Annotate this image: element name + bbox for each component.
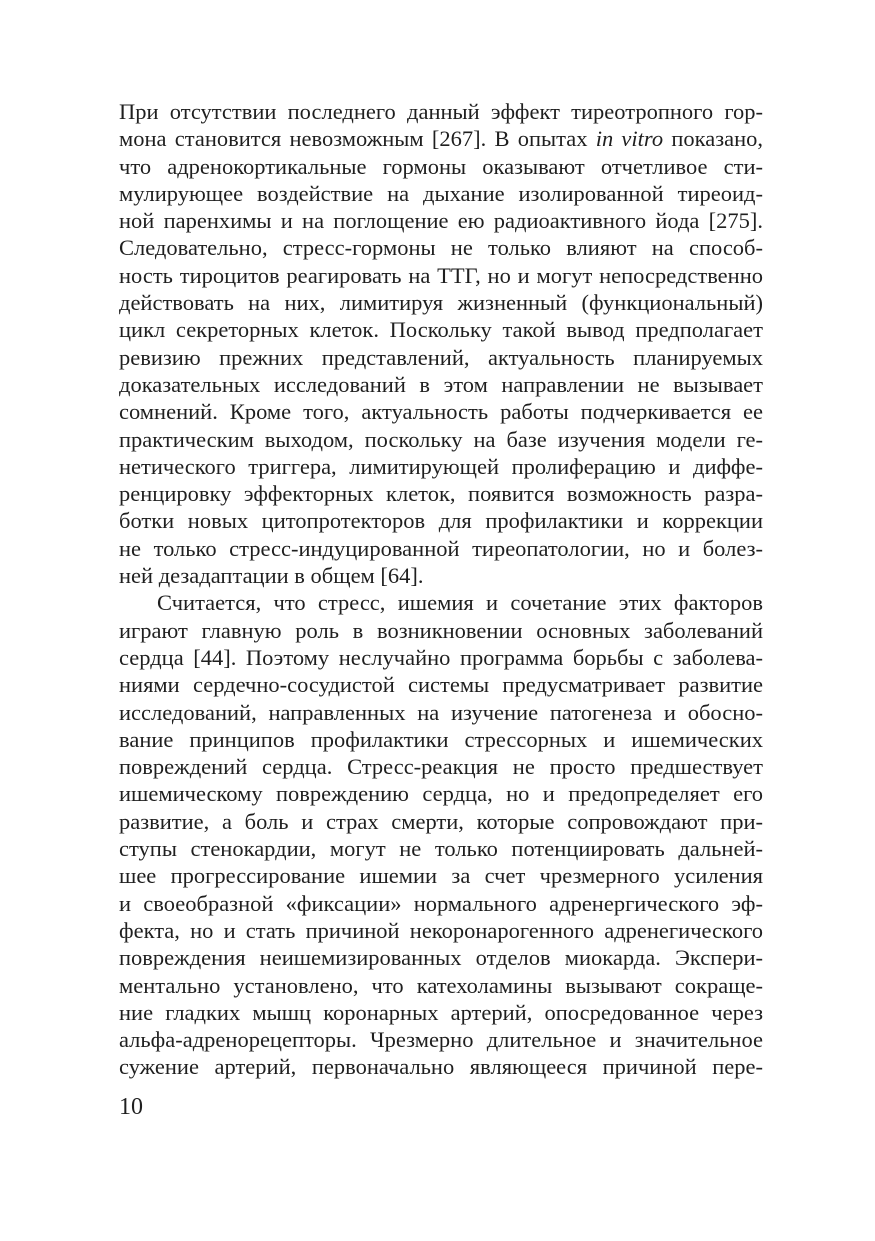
text-line: мулирующее воздействие на дыхание изолированной тиреоид- [119,180,763,206]
text-line: ние гладких мышц коронарных артерий, опосредованное через [119,999,763,1025]
text-line: повреждений сердца. Стресс-реакция не просто предшествует [119,754,763,780]
text-line: ной паренхимы и на поглощение ею радиоактивного йода [275]. [119,208,763,234]
text-line: сомнений. Кроме того, актуальность работы подчеркивается ее [119,399,763,425]
text-line: и своеобразной «фиксации» нормального адренергического эф- [119,890,763,916]
text-line: ней дезадаптации в общем [64]. [119,563,424,589]
text-line: что адренокортикальные гормоны оказывают отчетливое сти- [119,153,763,179]
text-line: повреждения неишемизированных отделов миокарда. Экспери- [119,945,763,971]
text-line: мона становится невозможным [267]. В опытах in vitro показано, [119,126,763,152]
text-line: ность тироцитов реагировать на ТТГ, но и могут непосредственно [119,262,763,288]
text-line: цикл секреторных клеток. Поскольку такой вывод предполагает [119,317,763,343]
text-line: шее прогрессирование ишемии за счет чрезмерного усиления [119,863,763,889]
text-line: развитие, а боль и страх смерти, которые сопровождают при- [119,808,763,834]
text-line: вание принципов профилактики стрессорных и ишемических [119,726,763,752]
text-line: Следовательно, стресс-гормоны не только влияют на способ- [119,235,763,261]
text-line: ревизию прежних представлений, актуальность планируемых [119,344,763,370]
text-line: сердца [44]. Поэтому неслучайно программа борьбы с заболева- [119,644,763,670]
text-line: ботки новых цитопротекторов для профилактики и коррекции [119,508,763,534]
text-line: играют главную роль в возникновении основных заболеваний [119,617,763,643]
text-line: ментально установлено, что катехоламины вызывают сокраще- [119,972,763,998]
paragraph-2 [119,589,763,1080]
text-line: ниями сердечно-сосудистой системы предусматривает развитие [119,672,763,698]
text-line: не только стресс-индуцированной тиреопатологии, но и болез- [119,535,763,561]
page-number: 10 [119,1094,143,1120]
text-line: действовать на них, лимитируя жизненный (функциональный) [119,290,763,316]
text-line: исследований, направленных на изучение патогенеза и обосно- [119,699,763,725]
body-text [119,98,763,1081]
text-line: доказательных исследований в этом направлении не вызывает [119,371,763,397]
text-line: практическим выходом, поскольку на базе изучения модели ге- [119,426,763,452]
text-line: альфа-адренорецепторы. Чрезмерно длительное и значительное [119,1027,763,1053]
text-line: Считается, что стресс, ишемия и сочетание этих факторов [157,590,763,616]
text-line: сужение артерий, первоначально являющееся причиной пере- [119,1054,763,1080]
paragraph-1 [119,98,763,589]
text-line: При отсутствии последнего данный эффект тиреотропного гор- [119,99,763,124]
text-line: ренцировку эффекторных клеток, появится возможность разра- [119,481,763,507]
text-line: ишемическому повреждению сердца, но и предопределяет его [119,781,763,807]
text-line: ступы стенокардии, могут не только потенциировать дальней- [119,836,763,862]
text-line: фекта, но и стать причиной некоронарогенного адренегического [119,917,763,943]
text-line: нетического триггера, лимитирующей пролиферацию и диффе- [119,453,763,479]
